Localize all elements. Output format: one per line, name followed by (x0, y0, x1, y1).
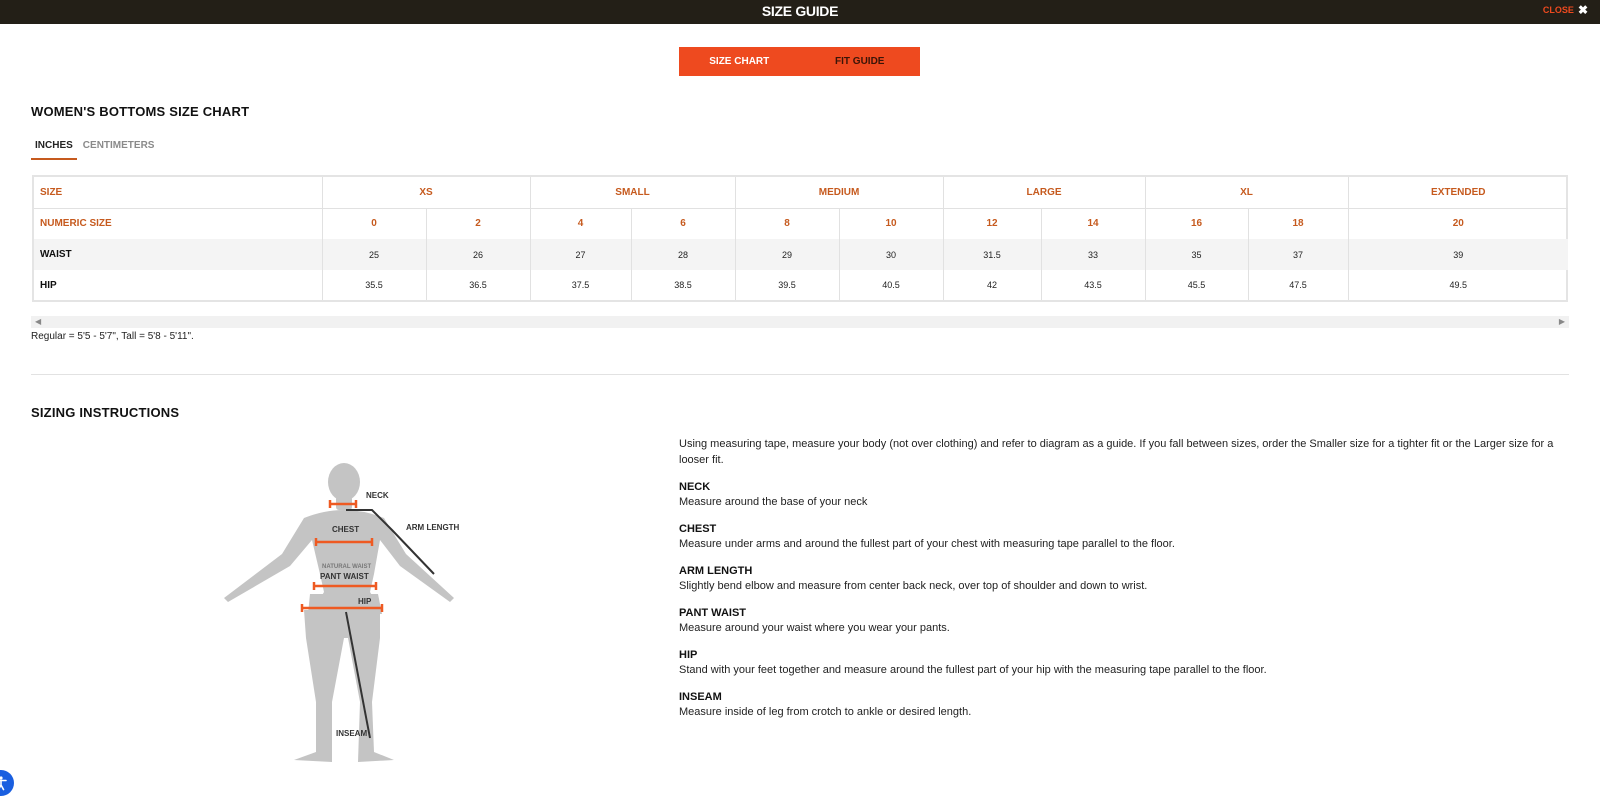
table-cell: 29 (735, 239, 839, 270)
sizing-instructions-title: SIZING INSTRUCTIONS (31, 405, 180, 420)
table-cell: 39.5 (735, 270, 839, 300)
table-cell: 43.5 (1041, 270, 1145, 300)
list-item (679, 606, 1569, 636)
table-cell: 30 (839, 239, 943, 270)
modal-title: SIZE GUIDE (761, 3, 839, 19)
table-cell: 2 (426, 208, 530, 239)
accessibility-icon (0, 775, 9, 791)
table-row-hip (34, 270, 1568, 300)
tab-fit-guide[interactable]: FIT GUIDE (835, 56, 885, 67)
table-cell: 33 (1041, 239, 1145, 270)
table-cell: 18 (1248, 208, 1348, 239)
instruction-label-inseam: INSEAM (679, 691, 722, 703)
tab-size-chart[interactable]: SIZE CHART (709, 56, 770, 67)
table-cell: 4 (530, 208, 631, 239)
instruction-desc-neck: Measure around the base of your neck (679, 496, 868, 508)
table-row-waist (34, 239, 1568, 270)
table-cell: 37.5 (530, 270, 631, 300)
table-cell: 10 (839, 208, 943, 239)
instruction-desc-inseam: Measure inside of leg from crotch to ankle or desired length. (679, 706, 972, 718)
unit-tabs (31, 137, 158, 160)
table-cell: 40.5 (839, 270, 943, 300)
diagram-label-pant-waist: PANT WAIST (320, 572, 369, 581)
instruction-desc-pant-waist: Measure around your waist where you wear your pants. (679, 622, 950, 634)
sizing-instructions (679, 436, 1569, 720)
table-cell: 14 (1041, 208, 1145, 239)
instruction-desc-arm-length: Slightly bend elbow and measure from center back neck, over top of shoulder and down to wrist. (679, 580, 1148, 592)
table-cell: 39 (1348, 239, 1568, 270)
scroll-right-icon[interactable]: ▶ (1558, 317, 1565, 326)
table-cell: 25 (322, 239, 426, 270)
section-divider (31, 374, 1569, 375)
table-cell: 45.5 (1145, 270, 1248, 300)
table-cell: 47.5 (1248, 270, 1348, 300)
table-cell: 31.5 (943, 239, 1041, 270)
table-cell: 49.5 (1348, 270, 1568, 300)
height-note: Regular = 5'5 - 5'7", Tall = 5'8 - 5'11". (31, 331, 194, 342)
table-cell: 38.5 (631, 270, 735, 300)
table-cell: 6 (631, 208, 735, 239)
instruction-label-arm-length: ARM LENGTH (679, 565, 753, 577)
row-label-numeric-size: NUMERIC SIZE (40, 218, 112, 230)
body-diagram (220, 462, 470, 782)
size-group-extended: EXTENDED (1348, 177, 1568, 208)
size-table (32, 175, 1568, 302)
instruction-label-hip: HIP (679, 649, 698, 661)
list-item (679, 522, 1569, 552)
list-item (679, 648, 1569, 678)
diagram-label-arm-length: ARM LENGTH (406, 523, 460, 532)
table-cell: 27 (530, 239, 631, 270)
table-cell: 16 (1145, 208, 1248, 239)
table-cell: 20 (1348, 208, 1568, 239)
size-group-medium: MEDIUM (735, 177, 943, 208)
table-cell: 35 (1145, 239, 1248, 270)
close-button[interactable] (1543, 4, 1588, 16)
modal-header (0, 0, 1600, 24)
list-item (679, 690, 1569, 720)
instruction-label-neck: NECK (679, 481, 711, 493)
table-cell: 42 (943, 270, 1041, 300)
list-item (679, 564, 1569, 594)
tab-centimeters[interactable]: CENTIMETERS (82, 140, 155, 151)
instruction-label-chest: CHEST (679, 523, 717, 535)
instruction-desc-chest: Measure under arms and around the fullest part of your chest with measuring tape parallel to the floor. (679, 538, 1175, 550)
table-scrollbar[interactable] (31, 316, 1569, 328)
accessibility-button[interactable] (0, 770, 14, 796)
table-cell: 8 (735, 208, 839, 239)
table-row-size (34, 177, 1568, 208)
size-chart-title: WOMEN'S BOTTOMS SIZE CHART (31, 104, 250, 119)
table-cell: 12 (943, 208, 1041, 239)
size-group-large: LARGE (943, 177, 1145, 208)
list-item (679, 480, 1569, 510)
instruction-label-pant-waist: PANT WAIST (679, 607, 747, 619)
scroll-left-icon[interactable]: ◀ (35, 317, 42, 326)
tab-inches[interactable]: INCHES (31, 137, 77, 160)
size-group-small: SMALL (530, 177, 735, 208)
diagram-label-chest: CHEST (332, 525, 360, 534)
table-cell: 35.5 (322, 270, 426, 300)
diagram-label-natural-waist: NATURAL WAIST (322, 564, 372, 570)
close-label: CLOSE (1542, 5, 1574, 15)
body-figure-icon (220, 462, 470, 782)
diagram-label-neck: NECK (366, 491, 389, 500)
guide-tabs (679, 47, 920, 76)
diagram-label-inseam: INSEAM (336, 729, 368, 738)
diagram-label-hip: HIP (358, 597, 372, 606)
instructions-intro: Using measuring tape, measure your body (not over clothing) and refer to diagram as a guide. If you fall between sizes, order the Smaller size for a tighter fit or the Larger size for a looser fit. (679, 438, 1554, 466)
table-cell: 26 (426, 239, 530, 270)
table-cell: 37 (1248, 239, 1348, 270)
row-label-size: SIZE (34, 177, 322, 208)
table-row-numeric-size (34, 208, 1568, 239)
row-label-waist: WAIST (34, 239, 322, 270)
row-label-hip: HIP (40, 279, 57, 291)
size-group-xs: XS (322, 177, 530, 208)
instruction-desc-hip: Stand with your feet together and measure around the fullest part of your hip with the measuring tape parallel to the floor. (679, 664, 1267, 676)
close-icon: ✖ (1577, 3, 1588, 17)
table-cell: 28 (631, 239, 735, 270)
table-cell: 36.5 (426, 270, 530, 300)
table-cell: 0 (322, 208, 426, 239)
size-group-xl: XL (1145, 177, 1348, 208)
